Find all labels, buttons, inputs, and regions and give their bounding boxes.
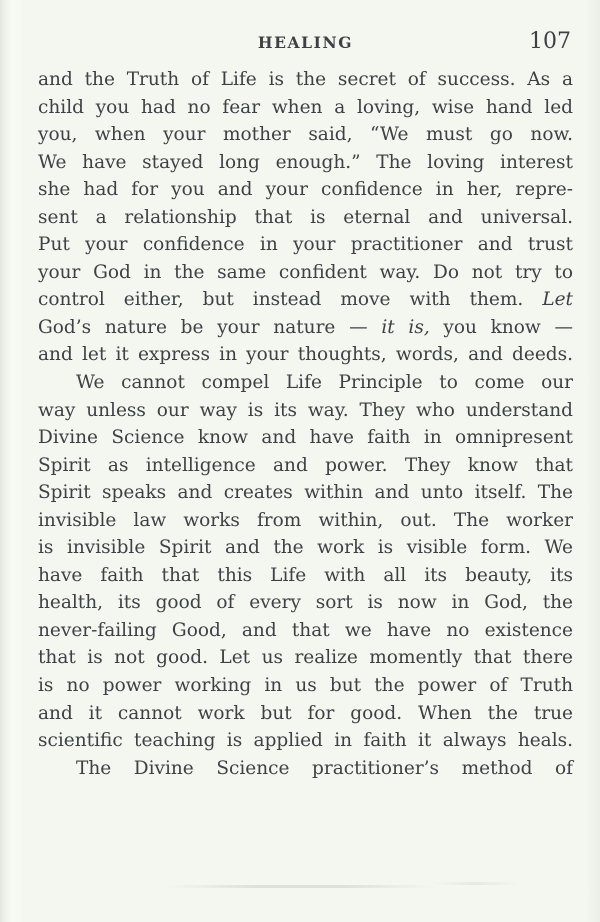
line-text: control either, but instead move with them. — [38, 289, 543, 311]
line-text: We have stayed long enough.” The loving interest — [38, 151, 573, 173]
line-text: God’s nature be your nature — — [38, 316, 382, 338]
page-right-edge-tint — [586, 0, 600, 922]
text-line — [38, 534, 573, 562]
line-text: Spirit speaks and creates within and unto itself. The — [38, 482, 573, 504]
text-line — [38, 479, 573, 507]
text-line — [38, 369, 573, 397]
text-line — [38, 507, 573, 535]
running-title: HEALING — [257, 33, 354, 52]
line-text: you know — — [429, 316, 573, 338]
text-line — [38, 755, 573, 783]
line-text: is invisible Spirit and the work is visible form. We — [38, 537, 573, 559]
line-text: and it cannot work but for good. When the true — [38, 702, 573, 724]
line-text: and let it express in your thoughts, words, and deeds. — [38, 344, 573, 366]
text-line — [38, 66, 573, 94]
line-text: that is not good. Let us realize momently that there — [38, 647, 573, 669]
text-line — [38, 397, 573, 425]
text-line — [38, 424, 573, 452]
line-text: We cannot compel Life Principle to come our — [76, 372, 573, 394]
text-line — [38, 204, 573, 232]
line-text: you, when your mother said, “We must go now. — [38, 124, 573, 146]
text-line — [38, 452, 573, 480]
text-line — [38, 617, 573, 645]
text-line — [38, 314, 573, 342]
line-text: scientific teaching is applied in faith it always heals. — [38, 730, 573, 752]
text-line — [38, 149, 573, 177]
line-text: child you had no fear when a loving, wise hand led — [38, 96, 573, 118]
text-line — [38, 672, 573, 700]
line-text: Put your confidence in your practitioner and trust — [38, 234, 573, 256]
line-text: The Divine Science practitioner’s method of — [76, 757, 573, 779]
line-text: she had for you and your confidence in her, repre- — [38, 179, 573, 201]
text-line — [38, 727, 573, 755]
line-text: Spirit as intelligence and power. They know that — [38, 454, 573, 476]
scan-artifact — [430, 882, 520, 885]
line-text: is no power working in us but the power of Truth — [38, 675, 573, 697]
line-text: invisible law works from within, out. The worker — [38, 509, 573, 531]
body-text — [38, 66, 573, 782]
line-text: and the Truth of Life is the secret of success. As a — [38, 69, 573, 90]
text-line — [38, 94, 573, 122]
text-line — [38, 341, 573, 369]
text-line — [38, 286, 573, 314]
text-line — [38, 562, 573, 590]
text-line — [38, 231, 573, 259]
line-text: never-failing Good, and that we have no existence — [38, 619, 573, 641]
line-text-italic: it is, — [381, 316, 430, 338]
text-line — [38, 259, 573, 287]
text-line — [38, 589, 573, 617]
line-text-italic: Let — [542, 289, 573, 311]
text-line — [38, 121, 573, 149]
line-text: health, its good of every sort is now in God, the — [38, 592, 573, 614]
text-line — [38, 644, 573, 672]
page-number: 107 — [529, 29, 571, 54]
text-line — [38, 700, 573, 728]
page-edge-shadow — [0, 0, 26, 922]
line-text: way unless our way is its way. They who understand — [38, 399, 573, 421]
page-header — [38, 29, 573, 54]
line-text: your God in the same confident way. Do not try to — [38, 261, 573, 283]
text-line — [38, 176, 573, 204]
line-text: Divine Science know and have faith in omnipresent — [38, 427, 573, 449]
line-text: have faith that this Life with all its beauty, its — [38, 564, 573, 586]
scan-artifact — [165, 885, 435, 888]
line-text: sent a relationship that is eternal and universal. — [38, 206, 573, 228]
